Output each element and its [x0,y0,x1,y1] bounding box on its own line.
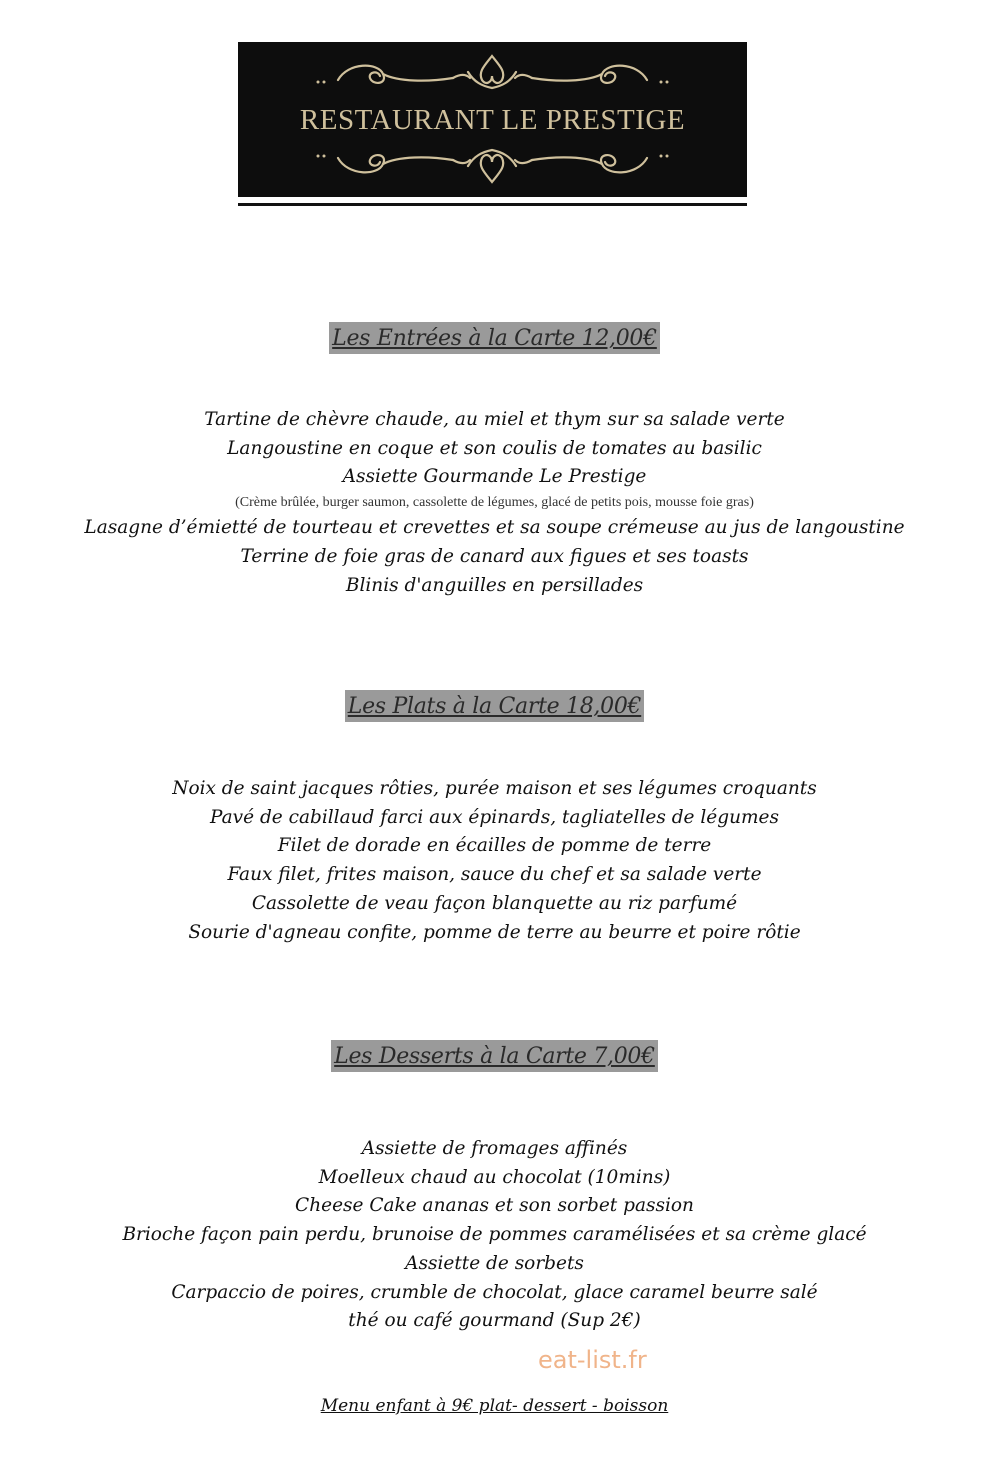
dish-item: Lasagne d’émietté de tourteau et crevettes et sa soupe crémeuse au jus de langoustine [84,517,905,539]
dish-item: Blinis d'anguilles en persillades [345,574,644,596]
dish-item: Langoustine en coque et son coulis de tomates au basilic [227,437,762,459]
section-heading-desserts: Les Desserts à la Carte 7,00€ [0,1040,989,1072]
dish-item: Brioche façon pain perdu, brunoise de pommes caramélisées et sa crème glacé [122,1224,867,1246]
dish-list-entrees [0,406,989,600]
dish-list-desserts [0,1135,989,1336]
dish-list-plats [0,775,989,947]
dish-item: Sourie d'agneau confite, pomme de terre au beurre et poire rôtie [188,921,801,943]
dish-item: Tartine de chèvre chaude, au miel et thym sur sa salade verte [204,409,785,430]
restaurant-logo [238,42,747,197]
section-heading-plats: Les Plats à la Carte 18,00€ [0,690,989,722]
restaurant-name: RESTAURANT LE PRESTIGE [299,104,686,136]
dish-item: Assiette de sorbets [405,1252,584,1274]
section-heading-entrees: Les Entrées à la Carte 12,00€ [0,322,989,354]
logo-underline [238,203,747,206]
dish-note: (Crème brûlée, burger saumon, cassolette de légumes, glacé de petits pois, mousse foie gras) [235,495,754,511]
dish-item: Faux filet, frites maison, sauce du chef et sa salade verte [227,864,762,886]
dish-item: Moelleux chaud au chocolat (10mins) [318,1166,671,1188]
dish-item: Filet de dorade en écailles de pomme de terre [277,835,712,857]
dish-item: Carpaccio de poires, crumble de chocolat, glace caramel beurre salé [171,1281,818,1303]
dish-item: thé ou café gourmand (Sup 2€) [348,1310,641,1332]
dish-item: Assiette de fromages affinés [361,1138,628,1159]
dish-item: Pavé de cabillaud farci aux épinards, tagliatelles de légumes [210,806,779,828]
dish-item: Cheese Cake ananas et son sorbet passion [295,1195,694,1217]
ornament-top-icon [278,52,707,92]
dish-item: Noix de saint jacques rôties, purée maison et ses légumes croquants [172,778,817,799]
dish-item: Assiette Gourmande Le Prestige [342,466,647,488]
ornament-bottom-icon [278,146,707,186]
watermark: eat-list.fr [538,1346,647,1374]
dish-item: Cassolette de veau façon blanquette au riz parfumé [251,892,738,914]
kids-menu-note: Menu enfant à 9€ plat- dessert - boisson [320,1396,669,1416]
dish-item: Terrine de foie gras de canard aux figues et ses toasts [240,545,749,567]
